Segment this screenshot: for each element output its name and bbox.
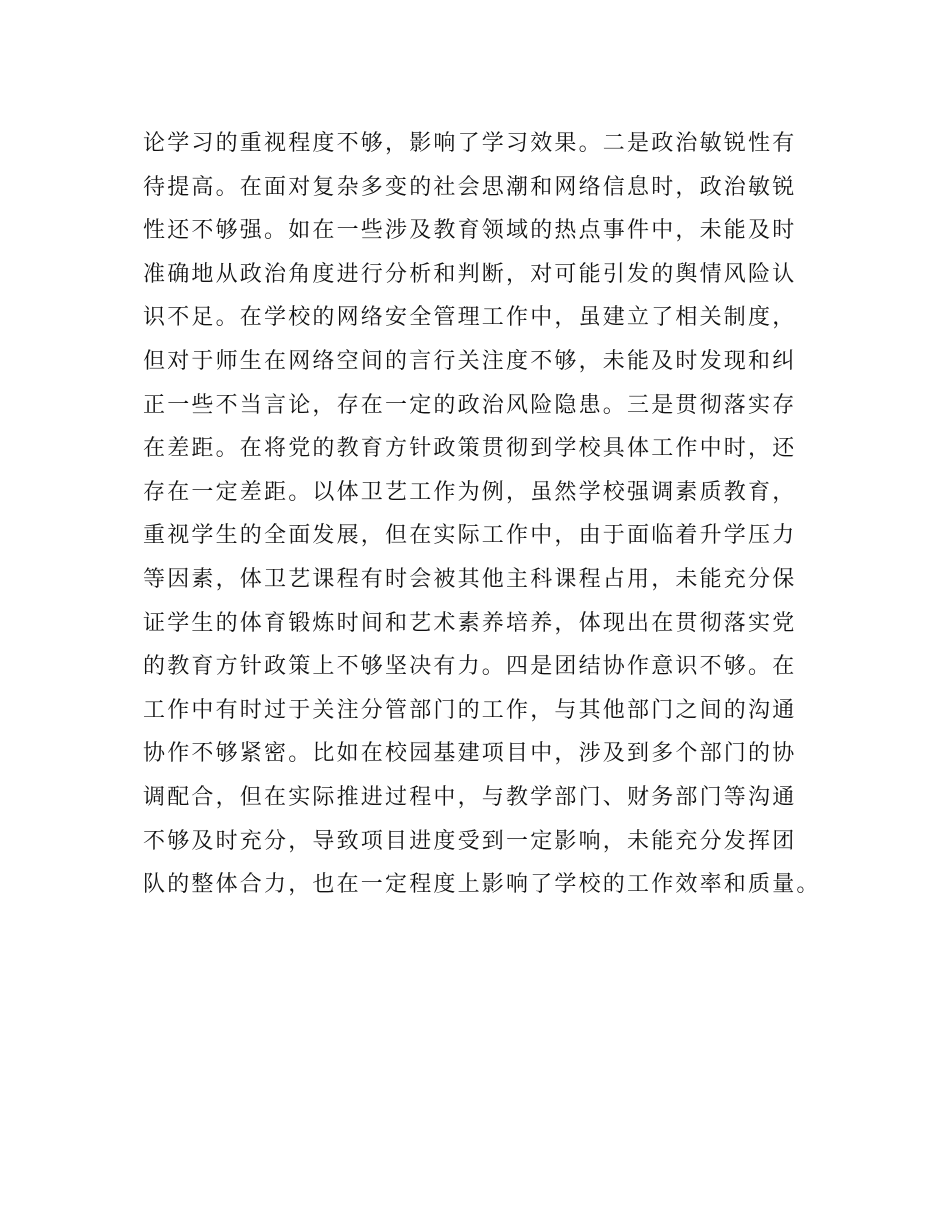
text-line-10: 重视学生的全面发展，但在实际工作中，由于面临着升学压力 bbox=[143, 523, 797, 549]
text-line-15: 协作不够紧密。比如在校园基建项目中，涉及到多个部门的协 bbox=[143, 741, 797, 767]
text-line-7: 正一些不当言论，存在一定的政治风险隐患。三是贯彻落实存 bbox=[143, 392, 797, 418]
text-line-9: 存在一定差距。以体卫艺工作为例，虽然学校强调素质教育， bbox=[143, 479, 797, 505]
text-line-18: 队的整体合力，也在一定程度上影响了学校的工作效率和质量。 bbox=[143, 872, 821, 898]
text-line-2: 待提高。在面对复杂多变的社会思潮和网络信息时，政治敏锐 bbox=[143, 174, 797, 200]
text-line-12: 证学生的体育锻炼时间和艺术素养培养，体现出在贯彻落实党 bbox=[143, 610, 797, 636]
body-text bbox=[143, 122, 843, 907]
text-line-13: 的教育方针政策上不够坚决有力。四是团结协作意识不够。在 bbox=[143, 654, 797, 680]
text-line-11: 等因素，体卫艺课程有时会被其他主科课程占用，未能充分保 bbox=[143, 566, 797, 592]
text-line-3: 性还不够强。如在一些涉及教育领域的热点事件中，未能及时 bbox=[143, 218, 797, 244]
text-line-1: 论学习的重视程度不够，影响了学习效果。二是政治敏锐性有 bbox=[143, 131, 797, 156]
text-line-17: 不够及时充分，导致项目进度受到一定影响，未能充分发挥团 bbox=[143, 828, 797, 854]
text-line-14: 工作中有时过于关注分管部门的工作，与其他部门之间的沟通 bbox=[143, 697, 797, 723]
text-line-5: 识不足。在学校的网络安全管理工作中，虽建立了相关制度， bbox=[143, 305, 797, 331]
text-line-16: 调配合，但在实际推进过程中，与教学部门、财务部门等沟通 bbox=[143, 784, 797, 810]
text-line-8: 在差距。在将党的教育方针政策贯彻到学校具体工作中时，还 bbox=[143, 436, 797, 462]
text-line-6: 但对于师生在网络空间的言行关注度不够，未能及时发现和纠 bbox=[143, 348, 797, 374]
text-line-4: 准确地从政治角度进行分析和判断，对可能引发的舆情风险认 bbox=[143, 261, 797, 287]
